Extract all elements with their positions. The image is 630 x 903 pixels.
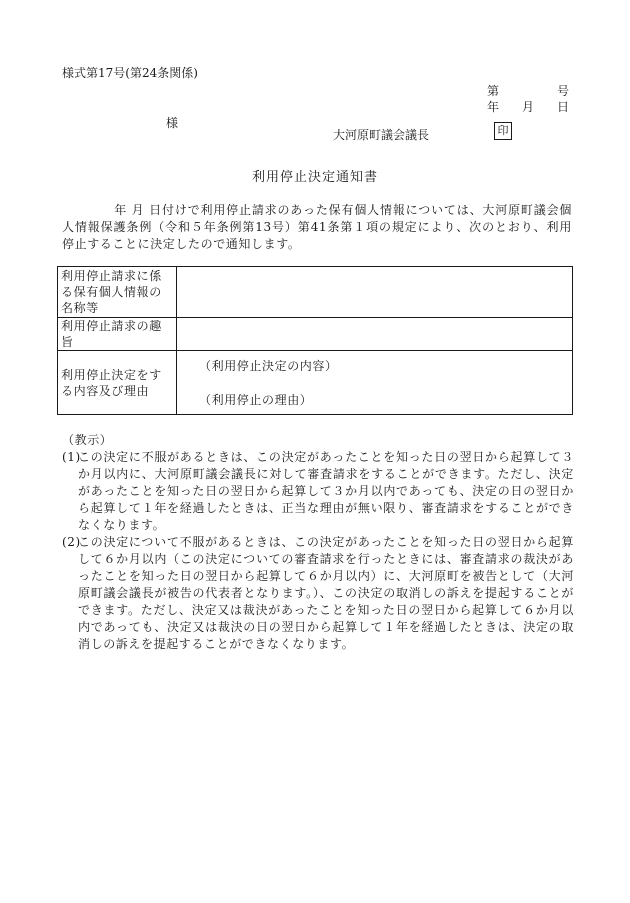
date-year: 年 bbox=[487, 100, 500, 114]
document-title: 利用停止決定通知書 bbox=[251, 170, 378, 185]
table-row bbox=[58, 351, 573, 415]
instructions-section bbox=[62, 432, 574, 653]
number-suffix: 号 bbox=[556, 84, 569, 98]
body-paragraph bbox=[62, 202, 572, 253]
number-prefix: 第 bbox=[487, 84, 500, 98]
row-label-decision-reason: 利用停止決定をする内容及び理由 bbox=[58, 351, 177, 415]
instructions-heading: （教示） bbox=[62, 433, 113, 447]
decision-reason-label: （利用停止の理由） bbox=[199, 392, 313, 407]
note-number: (2) bbox=[62, 535, 81, 549]
cell-request-purpose bbox=[177, 318, 573, 351]
seal-mark: 印 bbox=[494, 122, 512, 140]
cell-info-name bbox=[177, 267, 573, 318]
table-row bbox=[58, 267, 573, 318]
date-month: 月 bbox=[521, 100, 534, 114]
cell-decision-reason bbox=[177, 351, 573, 415]
document-number bbox=[487, 82, 569, 99]
row-label-info-name: 利用停止請求に係る保有個人情報の名称等 bbox=[58, 267, 177, 318]
sender-name: 大河原町議会議長 bbox=[333, 128, 430, 142]
date-day: 日 bbox=[556, 100, 569, 114]
list-item bbox=[62, 449, 574, 534]
note-text: この決定に不服があるときは、この決定があったことを知った日の翌日から起算して３か月以内に、大河原町議会議長に対して審査請求をすることができます。ただし、決定があったことを知った日の翌日から起算して３か月以内であっても、決定の日の翌日から起算して１年を経過したときは、正当な理由が無い限り、審査請求をすることができなくなります。 bbox=[78, 450, 574, 532]
body-text: 年 月 日付けで利用停止請求のあった保有個人情報については、大河原町議会個人情報保護条例（令和５年条例第13号）第41条第１項の規定により、次のとおり、利用停止することに決定したので通知します。 bbox=[62, 203, 572, 251]
addressee-suffix: 様 bbox=[166, 116, 179, 130]
document-date bbox=[487, 98, 569, 115]
list-item bbox=[62, 534, 574, 653]
row-label-request-purpose: 利用停止請求の趣旨 bbox=[58, 318, 177, 351]
form-number: 様式第17号(第24条関係) bbox=[62, 66, 198, 80]
decision-content-label: （利用停止決定の内容） bbox=[199, 358, 338, 373]
table-row bbox=[58, 318, 573, 351]
note-text: この決定について不服があるときは、この決定があったことを知った日の翌日から起算して６か月以内（この決定についての審査請求を行ったときには、審査請求の裁決があったことを知った日の翌日から起算して６か月以内）に、大河原町を被告として（大河原町議会議長が被告の代表者となります。）、この決定の取消しの訴えを提起することができます。ただし、決定又は裁決があったことを知った日の翌日から起算して６か月以内であっても、決定又は裁決の日の翌日から起算して１年を経過したときは、決定の取消しの訴えを提起することができなくなります。 bbox=[78, 535, 574, 651]
decision-table bbox=[57, 266, 573, 415]
note-number: (1) bbox=[62, 450, 81, 464]
